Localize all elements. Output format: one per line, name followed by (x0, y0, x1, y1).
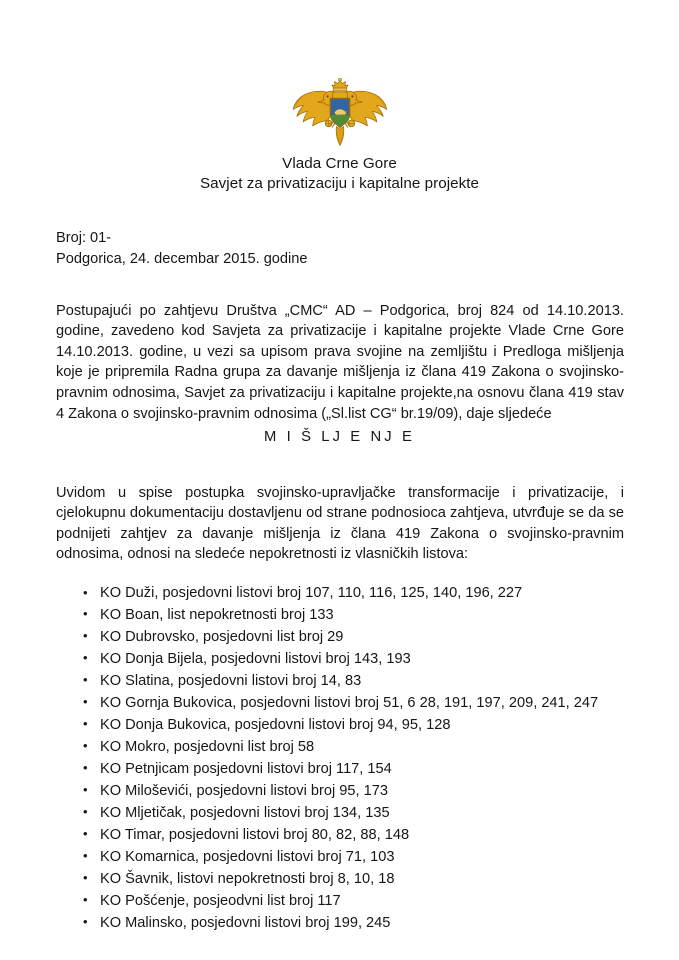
list-item: • KO Miloševići, posjedovni listovi broj 95, 173 (78, 781, 624, 802)
coat-of-arms (0, 78, 679, 152)
reference-block (56, 228, 624, 269)
list-item: • KO Duži, posjedovni listovi broj 107, 110, 116, 125, 140, 196, 227 (78, 583, 624, 604)
reference-number: Broj: 01- (56, 230, 112, 246)
cadastral-list (78, 583, 624, 935)
montenegro-coat-of-arms-icon (292, 78, 388, 152)
list-item: • KO Timar, posjedovni listovi broj 80, 82, 88, 148 (78, 825, 624, 846)
organization-heading (0, 154, 679, 194)
document-title-misljenje: M I Š LJ E NJ E (264, 429, 415, 445)
list-item: • KO Slatina, posjedovni listovi broj 14, 83 (78, 671, 624, 692)
list-item: • KO Gornja Bukovica, posjedovni listovi broj 51, 6 28, 191, 197, 209, 241, 247 (78, 693, 620, 714)
list-item: • KO Pošćenje, posjeodvni list broj 117 (78, 891, 624, 912)
list-item: • KO Komarnica, posjedovni listovi broj 71, 103 (78, 847, 624, 868)
list-item: • KO Petnjicam posjedovni listovi broj 117, 154 (78, 759, 624, 780)
list-item: • KO Mokro, posjedovni list broj 58 (78, 737, 624, 758)
intro-paragraph: Postupajući po zahtjevu Društva „CMC“ AD – Podgorica, broj 824 od 14.10.2013. godine, zavedeno kod Savjeta za privatizacije i kapitalne projekte Vlade Crne Gore 14.10.2013. godine, u vezi sa upisom prava svojine na zemljištu i Predloga mišljenja koje je pripremila Radna grupa za davanje mišljenja iz člana 419 Zakona o svojinsko-pravnim odnosima, Savjet za privatizaciju i kapitalne projekte,na osnovu člana 419 stav 4 Zakona o svojinsko-pravnim odnosima („Sl.list CG“ br.19/09), daje sljedeće (56, 302, 624, 422)
list-item: • KO Šavnik, listovi nepokretnosti broj 8, 10, 18 (78, 869, 624, 890)
place-and-date: Podgorica, 24. decembar 2015. godine (56, 250, 308, 267)
list-item: • KO Dubrovsko, posjedovni list broj 29 (78, 627, 624, 648)
government-name: Vlada Crne Gore (282, 155, 397, 172)
list-item: • KO Donja Bukovica, posjedovni listovi broj 94, 95, 128 (78, 715, 624, 736)
list-item: • KO Malinsko, posjedovni listovi broj 199, 245 (78, 913, 624, 934)
list-item: • KO Mljetičak, posjedovni listovi broj 134, 135 (78, 803, 624, 824)
list-item: • KO Boan, list nepokretnosti broj 133 (78, 605, 624, 626)
findings-paragraph: Uvidom u spise postupka svojinsko-upravljačke transformacije i privatizacije, i cjelokupnu dokumentaciju dostavljenu od strane podnosioca zahtjeva, utvrđuje se da se podnijeti zahtjev za davanje mišljenja iz člana 419 Zakona o svojinsko-pravnim odnosima, odnosi na sledeće nepokretnosti iz vlasničkih listova: (56, 484, 624, 563)
list-item: • KO Donja Bijela, posjedovni listovi broj 143, 193 (78, 649, 624, 670)
council-name: Savjet za privatizaciju i kapitalne projekte (199, 175, 480, 192)
